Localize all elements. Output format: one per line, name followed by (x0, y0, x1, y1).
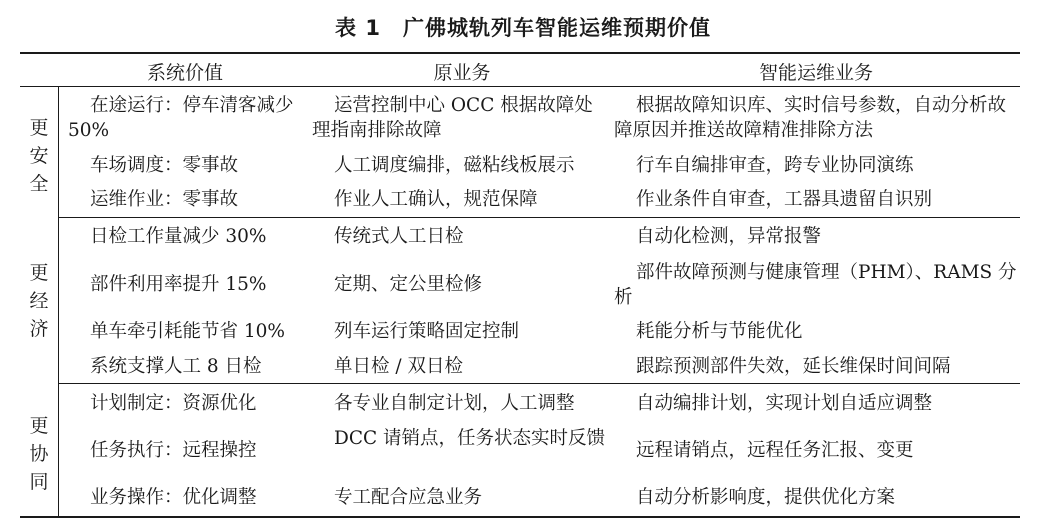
table-title (0, 12, 1046, 42)
table-cell: 运维作业：零事故 (90, 189, 239, 210)
group-column-divider (58, 86, 59, 516)
group-label-economy: 更 经 济 (29, 262, 49, 340)
table-cell: 各专业自制定计划，人工调整 (334, 393, 575, 414)
table-caption: 广佛城轨列车智能运维预期价值 (402, 16, 711, 40)
table-cell: 单车牵引耗能节省 10% (90, 321, 286, 342)
table-cell: 任务执行：远程操控 (90, 440, 257, 461)
table-cell: 专工配合应急业务 (334, 487, 483, 508)
table-cell: 跟踪预测部件失效，延长维保时间间隔 (636, 356, 951, 377)
group-divider (58, 217, 1020, 218)
bottom-rule (20, 516, 1020, 518)
table-cell: 耗能分析与节能优化 (636, 321, 803, 342)
table-cell: 计划制定：资源优化 (90, 393, 257, 414)
table-cell: 日检工作量减少 30% (90, 226, 267, 247)
table-cell: 自动分析影响度，提供优化方案 (636, 487, 896, 508)
top-rule (20, 52, 1020, 54)
table-cell: 部件利用率提升 15% (90, 274, 267, 295)
group-divider (58, 383, 1020, 384)
table-cell: 运营控制中心 OCC 根据故障处理指南排除故障 (312, 95, 593, 141)
table-cell: 列车运行策略固定控制 (334, 321, 520, 342)
table-cell: 部件故障预测与健康管理（PHM）、RAMS 分析 (614, 262, 1017, 308)
table-cell: DCC 请销点，任务状态实时反馈 (334, 428, 606, 449)
table-cell: 系统支撑人工 8 日检 (90, 356, 262, 377)
table-cell: 远程请销点，远程任务汇报、变更 (636, 440, 914, 461)
table-cell: 在途运行：停车清客减少 50% (68, 95, 294, 141)
header-rule (20, 86, 1020, 87)
table-cell: 人工调度编排，磁粘线板展示 (334, 155, 575, 176)
table-cell: 行车自编排审查，跨专业协同演练 (636, 155, 914, 176)
table-cell: 自动化检测，异常报警 (636, 226, 822, 247)
header-smart-maintenance: 智能运维业务 (758, 62, 873, 84)
header-original-business: 原业务 (433, 62, 491, 84)
table-cell: 车场调度：零事故 (90, 155, 239, 176)
table-cell: 作业条件自审查，工器具遗留自识别 (636, 189, 933, 210)
group-label-safety: 更 安 全 (29, 117, 49, 195)
table-cell: 单日检 / 双日检 (334, 356, 463, 377)
table-cell: 传统式人工日检 (334, 226, 464, 247)
table-cell: 业务操作：优化调整 (90, 487, 257, 508)
table-number: 表 1 (335, 16, 381, 40)
group-label-collaboration: 更 协 同 (29, 415, 49, 493)
table-cell: 作业人工确认，规范保障 (334, 189, 538, 210)
header-system-value: 系统价值 (146, 62, 223, 84)
table-cell: 定期、定公里检修 (334, 274, 483, 295)
table-cell: 根据故障知识库、实时信号参数，自动分析故障原因并推送故障精准排除方法 (614, 95, 1007, 141)
table-cell: 自动编排计划，实现计划自适应调整 (636, 393, 933, 414)
